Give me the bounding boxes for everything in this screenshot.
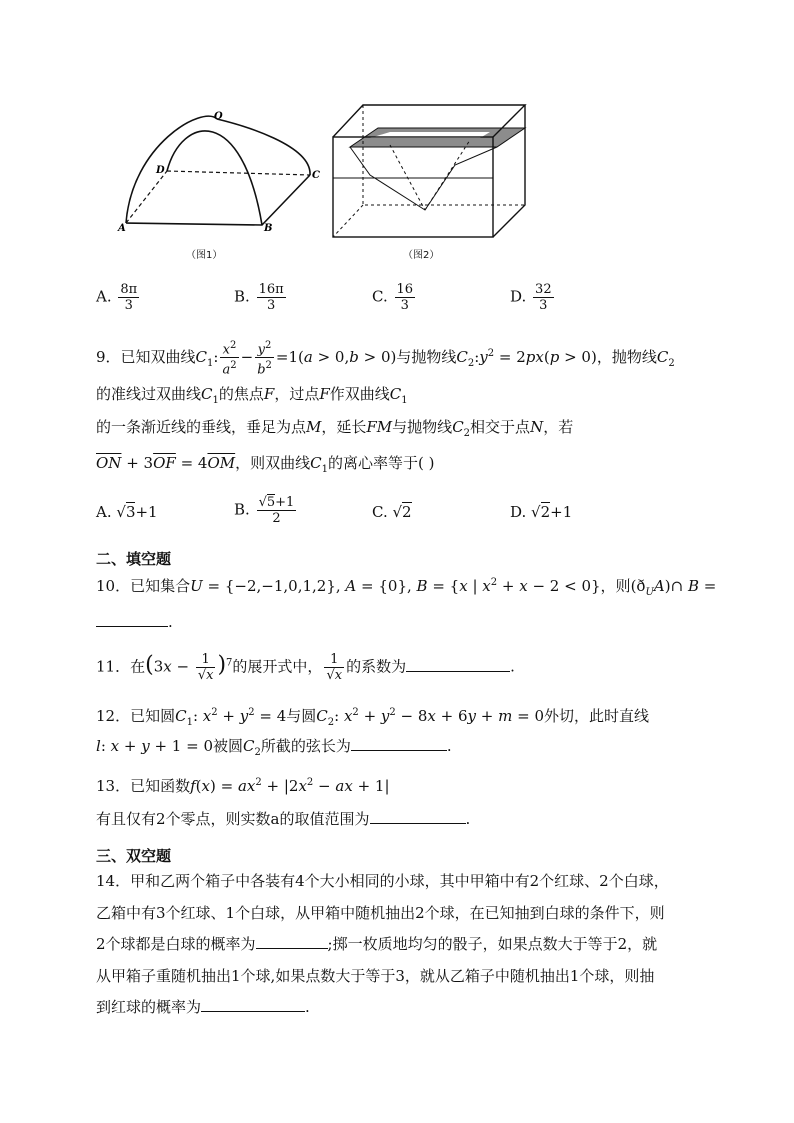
- q13-line-2: 有且仅有2个零点，则实数a的取值范围为 .: [96, 810, 471, 828]
- q8-option-d: D. $\frac{32}{3}$: [510, 282, 552, 313]
- q8-option-a: A. $\frac{8\pi}{3}$: [96, 282, 138, 313]
- q9-option-c: C. √2: [372, 503, 412, 521]
- q9-option-a: A. √3+1: [96, 503, 158, 521]
- q14-line-2: 乙箱中有3个红球、1个白球，从甲箱中随机抽出2个球，在已知抽到白球的条件下，则: [96, 904, 665, 922]
- label-D: D: [156, 165, 165, 176]
- figure-1-caption: （图1）: [186, 250, 223, 261]
- q13-line-1: 13．已知函数$f(x) = ax^2 + |2x^2$ − ax + 1|: [96, 777, 390, 795]
- q10-answer-blank: .: [96, 612, 173, 631]
- label-C: C: [312, 170, 320, 181]
- section-double-title: 三、双空题: [96, 847, 172, 865]
- q14-line-4: 从甲箱子重随机抽出1个球,如果点数大于等于3，就从乙箱子中随机抽出1个球，则抽: [96, 967, 655, 985]
- figure-2-caption: （图2）: [403, 250, 440, 261]
- q11-line-1: 11．在(3x − $\frac{1}{√x}$ )$^7$的展开式中， $\frac{1}{√x}$ 的系数为 .: [96, 652, 515, 683]
- figure-1: [112, 105, 327, 260]
- q8-option-b: B. $\frac{16\pi}{3}$: [234, 282, 284, 313]
- label-B: B: [264, 223, 273, 234]
- figure-2: [330, 100, 530, 242]
- q9-line-2: 的准线过双曲线$C_1$的焦点F，过点F作双曲线$C_1$: [96, 385, 408, 406]
- q14-line-1: 14．甲和乙两个箱子中各装有4个大小相同的小球，其中甲箱中有2个红球、2个白球，: [96, 872, 669, 890]
- q9-option-d: D. √2+1: [510, 503, 573, 521]
- q9-option-b: B. $\frac{√5+1}{2}$: [234, 495, 295, 526]
- q12-line-2: l: x + y + 1 = 0被圆$C_2$所截的弦长为 .: [96, 737, 452, 758]
- q9-line-1: 9．已知双曲线$C_1$: $\frac{x^2}{a^2}$ − $\frac{y^2}{b^2}$ =1(a > 0,b > 0)与抛物线$C_2:y^2 = 2px(p > 0)$，抛物线$C_2$: [96, 340, 675, 378]
- label-O: O: [214, 111, 223, 122]
- q8-option-c: C. $\frac{16}{3}$: [372, 282, 414, 313]
- q12-line-1: 12．已知圆$C_1$: $x^2 + y^2 = 4$与圆$C_2$: $x^2 + y^2 - 8x + 6y + m = 0$外切，此时直线: [96, 707, 650, 728]
- q14-line-5: 到红球的概率为 .: [96, 998, 310, 1016]
- q10-line-1: 10．已知集合U = {−2,−1,0,1,2}, A = {0}, B = {x | $x^2 + x - 2 < 0$}，则$(ð_UA)\cap$ B =: [96, 577, 717, 598]
- q9-line-4: $\overline{ON} + 3\overline{OF} = 4\overline{OM}$，则双曲线$C_1$的离心率等于( ): [96, 454, 435, 475]
- q14-line-3: 2个球都是白球的概率为 ;掷一枚质地均匀的骰子，如果点数大于等于2，就: [96, 935, 658, 953]
- section-fill-title: 二、填空题: [96, 550, 172, 568]
- label-A: A: [118, 223, 126, 234]
- q9-line-3: 的一条渐近线的垂线，垂足为点M，延长FM与抛物线$C_2$相交于点N，若: [96, 418, 574, 439]
